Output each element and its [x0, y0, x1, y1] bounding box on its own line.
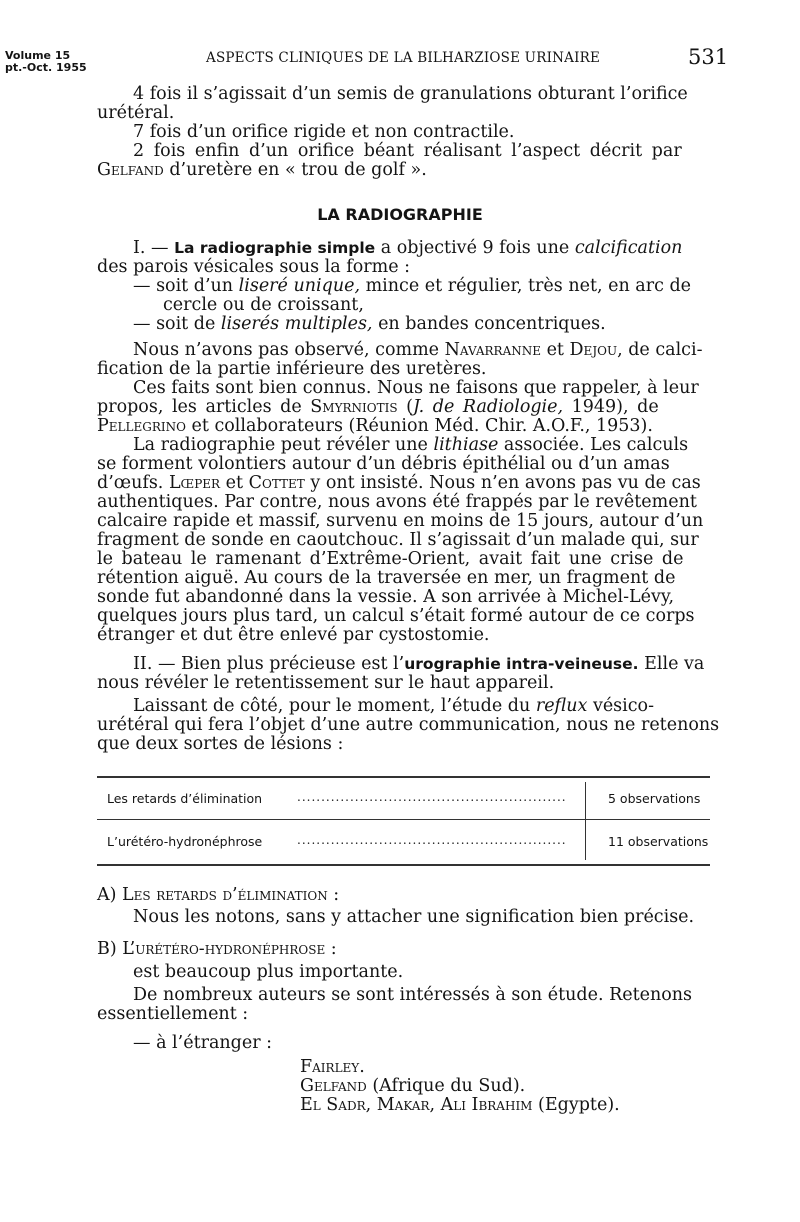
- table-divider: [585, 782, 586, 860]
- author-name: Gelfand: [97, 160, 164, 180]
- text-line: cercle ou de croissant,: [163, 295, 364, 315]
- text-line: urétéral qui fera l’objet d’une autre communication, nous ne retenons: [97, 715, 720, 735]
- text-line: Laissant de côté, pour le moment, l’étude du reflux vésico-: [133, 696, 655, 716]
- italic-term: reflux: [535, 696, 588, 716]
- leader-dots: ........................................................: [297, 833, 567, 847]
- section-b: [97, 940, 714, 1053]
- italic-term: lithiase: [433, 435, 499, 455]
- text-line: sonde fut abandonné dans la vessie. A son arrivée à Michel-Lévy,: [97, 587, 675, 607]
- author-name: Dejou: [569, 340, 618, 360]
- text-line: 2 fois enfin d’un orifice béant réalisant l’aspect décrit par: [133, 141, 682, 161]
- text-line: [97, 161, 714, 180]
- text-line: fragment de sonde en caoutchouc. Il s’agissait d’un malade qui, sur: [97, 530, 699, 550]
- table-row-value: 11 observations: [608, 834, 709, 849]
- lithiasis-paragraph: [97, 436, 714, 645]
- reflux-paragraph: [97, 696, 720, 754]
- text-line: nous révéler le retentissement sur le haut appareil.: [97, 673, 555, 693]
- journal-title: J. de Radiologie,: [412, 397, 564, 417]
- authors-list: [300, 1058, 720, 1115]
- text-line: 4 fois il s’agissait d’un semis de granulations obturant l’orifice: [133, 84, 688, 104]
- text-line: se forment volontiers autour d’un débris épithélial ou d’un amas: [97, 454, 670, 474]
- section-title: LA RADIOGRAPHIE: [317, 205, 483, 224]
- text-line: fication de la partie inférieure des uretères.: [97, 359, 487, 379]
- urography-paragraph: [97, 655, 714, 693]
- text-line: Pellegrino et collaborateurs (Réunion Méd. Chir. A.O.F., 1953).: [97, 416, 653, 436]
- author-name: Fairley.: [300, 1057, 365, 1077]
- text-line: le bateau le ramenant d’Extrême-Orient, avait fait une crise de: [97, 549, 684, 569]
- volume-number: Volume 15: [5, 49, 71, 62]
- text-line: rétention aiguë. Au cours de la traversée en mer, un fragment de: [97, 568, 676, 588]
- text-line: des parois vésicales sous la forme :: [97, 257, 411, 277]
- text-line: De nombreux auteurs se sont intéressés à son étude. Retenons: [133, 985, 693, 1005]
- references-paragraph: [97, 379, 714, 436]
- text-line: propos, les articles de Smyrniotis (J. de Radiologie, 1949), de: [97, 397, 659, 417]
- author-line: El Sadr, Makar, Ali Ibrahim (Egypte).: [300, 1095, 620, 1115]
- text-line: 7 fois d’un orifice rigide et non contractile.: [133, 122, 515, 142]
- text-line: — à l’étranger :: [133, 1033, 273, 1053]
- text-line: Nous n’avons pas observé, comme Navarranne et Dejou, de calci-: [133, 340, 703, 360]
- author-name: Pellegrino: [97, 416, 186, 436]
- text-line: est beaucoup plus importante.: [133, 962, 404, 982]
- bold-term: La radiographie simple: [174, 239, 376, 257]
- running-title: ASPECTS CLINIQUES DE LA BILHARZIOSE URINAIRE: [206, 50, 601, 66]
- text-line: authentiques. Par contre, nous avons été frappés par le revêtement: [97, 492, 697, 512]
- text-line: étranger et dut être enlevé par cystostomie.: [97, 625, 490, 645]
- text-line: d’œufs. Lœper et Cottet y ont insisté. Nous n’en avons pas vu de cas: [97, 473, 701, 493]
- text-line: quelques jours plus tard, un calcul s’était formé autour de ce corps: [97, 606, 695, 626]
- subsection-title: A) Les retards d’élimination :: [97, 885, 340, 905]
- author-name: Smyrniotis: [310, 397, 398, 417]
- table-row-label: Les retards d’élimination: [107, 791, 263, 806]
- author-name: El Sadr, Makar, Ali Ibrahim: [300, 1095, 533, 1115]
- navarranne-paragraph: [97, 341, 714, 379]
- intro-paragraph: [97, 85, 714, 180]
- text-line: II. — Bien plus précieuse est l’urographie intra-veineuse. Elle va: [133, 654, 705, 674]
- text-line: calcaire rapide et massif, survenu en moins de 15 jours, autour d’un: [97, 511, 704, 531]
- table-row-label: L’urétéro-hydronéphrose: [107, 834, 263, 849]
- volume-info: [5, 50, 87, 73]
- table-row-value: 5 observations: [608, 791, 701, 806]
- text-line: urétéral.: [97, 103, 175, 123]
- leader-dots: ........................................................: [297, 790, 567, 804]
- subsection-title: B) L’urétéro-hydronéphrose :: [97, 939, 337, 959]
- text-line: essentiellement :: [97, 1004, 249, 1024]
- simple-radiography-paragraph: [97, 239, 714, 334]
- author-name: Navarranne: [444, 340, 542, 360]
- text-line: La radiographie peut révéler une lithiase associée. Les calculs: [133, 435, 689, 455]
- author-name: Cottet: [248, 473, 305, 493]
- list-item: — soit d’un liseré unique, mince et régulier, très net, en arc de: [133, 276, 692, 296]
- italic-term: calcification: [574, 238, 683, 258]
- text-line: I. — La radiographie simple a objectivé 9 fois une calcification: [133, 238, 683, 258]
- lesions-table: [97, 776, 710, 866]
- bold-term: urographie intra-veineuse.: [404, 655, 639, 673]
- author-name: Gelfand: [300, 1076, 367, 1096]
- text-run: d’uretère en « trou de golf ».: [163, 160, 427, 180]
- table-row-separator: [97, 819, 710, 820]
- section-a: [97, 886, 714, 927]
- author-name: Lœper: [168, 473, 221, 493]
- list-item: — soit de liserés multiples, en bandes concentriques.: [133, 314, 606, 334]
- volume-date: pt.-Oct. 1955: [5, 60, 87, 74]
- author-line: Gelfand (Afrique du Sud).: [300, 1076, 526, 1096]
- text-line: Nous les notons, sans y attacher une signification bien précise.: [133, 907, 695, 927]
- text-line: que deux sortes de lésions :: [97, 734, 344, 754]
- text-line: Ces faits sont bien connus. Nous ne faisons que rappeler, à leur: [133, 378, 699, 398]
- page-number: 531: [688, 45, 729, 69]
